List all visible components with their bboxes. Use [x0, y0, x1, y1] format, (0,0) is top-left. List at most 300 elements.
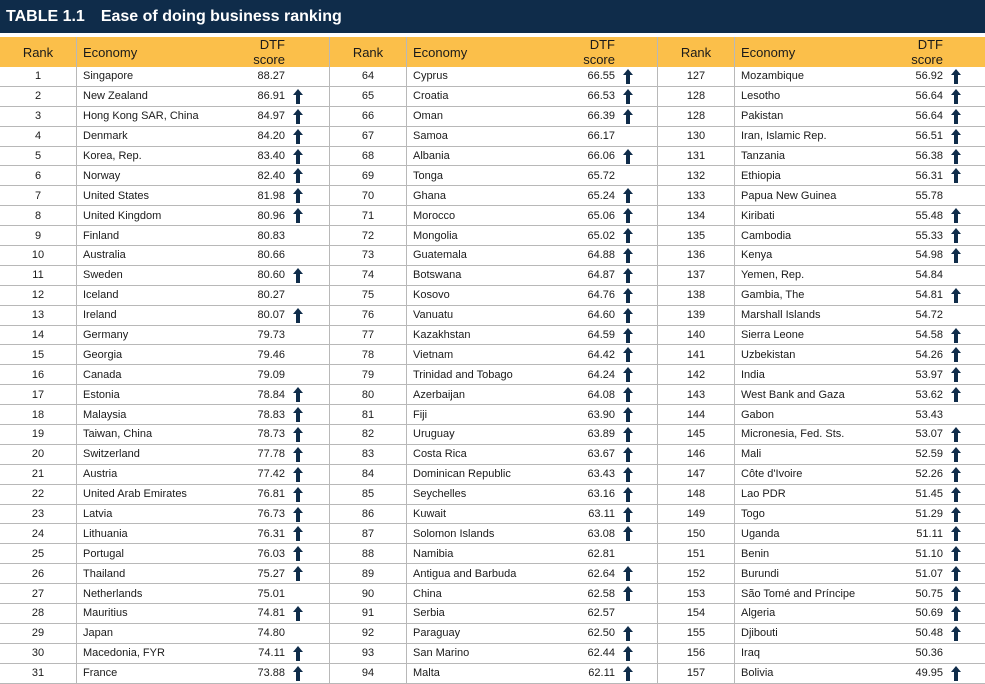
economy-cell: Australia — [77, 246, 232, 266]
table-row — [0, 544, 333, 564]
economy-cell: Finland — [77, 226, 232, 246]
arrow-cell — [947, 106, 985, 126]
up-arrow-icon — [947, 389, 961, 401]
arrow-cell — [289, 544, 333, 564]
table-row — [658, 186, 985, 206]
table-row — [330, 484, 664, 504]
score-cell: 50.69 — [889, 604, 947, 624]
economy-cell: United Kingdom — [77, 206, 232, 226]
economy-cell: Macedonia, FYR — [77, 643, 232, 663]
up-arrow-icon — [619, 289, 633, 301]
score-cell: 75.01 — [231, 584, 289, 604]
up-arrow-icon — [619, 627, 633, 639]
economy-cell: Morocco — [407, 206, 562, 226]
arrow-cell — [947, 484, 985, 504]
table-row — [330, 464, 664, 484]
arrow-cell — [289, 643, 333, 663]
table-row — [658, 425, 985, 445]
economy-cell: Solomon Islands — [407, 524, 562, 544]
economy-cell: United States — [77, 186, 232, 206]
score-cell: 64.08 — [561, 385, 619, 405]
up-arrow-icon — [619, 70, 633, 82]
arrow-cell — [947, 246, 985, 266]
rank-cell: 69 — [330, 166, 407, 186]
up-arrow-icon — [289, 408, 303, 420]
up-arrow-icon — [289, 488, 303, 500]
up-arrow-icon — [619, 309, 633, 321]
economy-cell: Japan — [77, 623, 232, 643]
up-arrow-icon — [289, 150, 303, 162]
economy-cell: Kiribati — [735, 206, 890, 226]
rank-cell: 64 — [330, 67, 407, 86]
table-row — [0, 67, 333, 86]
economy-cell: Fiji — [407, 405, 562, 425]
table-row — [0, 663, 333, 683]
table-row — [0, 345, 333, 365]
economy-cell: Mozambique — [735, 67, 890, 86]
arrow-cell — [289, 464, 333, 484]
score-cell: 65.02 — [561, 226, 619, 246]
rank-cell: 141 — [658, 345, 735, 365]
rank-cell: 128 — [658, 86, 735, 106]
up-arrow-icon — [947, 468, 961, 480]
table-row — [330, 146, 664, 166]
economy-cell: Costa Rica — [407, 444, 562, 464]
economy-cell: Uruguay — [407, 425, 562, 445]
score-cell: 79.46 — [231, 345, 289, 365]
rank-cell: 148 — [658, 484, 735, 504]
economy-cell: West Bank and Gaza — [735, 385, 890, 405]
score-cell: 50.48 — [889, 623, 947, 643]
rank-cell: 7 — [0, 186, 77, 206]
score-cell: 77.78 — [231, 444, 289, 464]
header-economy: Economy — [407, 37, 562, 67]
table-title: Ease of doing business ranking — [101, 8, 342, 26]
table-row — [658, 663, 985, 683]
table-row — [330, 265, 664, 285]
score-cell: 76.03 — [231, 544, 289, 564]
up-arrow-icon — [947, 329, 961, 341]
up-arrow-icon — [619, 568, 633, 580]
score-cell: 55.33 — [889, 226, 947, 246]
arrow-cell — [289, 425, 333, 445]
rank-cell: 9 — [0, 226, 77, 246]
economy-cell: Uzbekistan — [735, 345, 890, 365]
score-cell: 73.88 — [231, 663, 289, 683]
economy-cell: Lao PDR — [735, 484, 890, 504]
rank-cell: 28 — [0, 604, 77, 624]
rank-cell: 134 — [658, 206, 735, 226]
rank-cell: 131 — [658, 146, 735, 166]
header-score: DTF score — [561, 37, 619, 67]
up-arrow-icon — [947, 488, 961, 500]
arrow-cell — [289, 86, 333, 106]
arrow-cell — [947, 325, 985, 345]
score-cell: 78.83 — [231, 405, 289, 425]
economy-cell: Austria — [77, 464, 232, 484]
arrow-cell — [289, 444, 333, 464]
rank-cell: 21 — [0, 464, 77, 484]
economy-cell: Togo — [735, 504, 890, 524]
economy-cell: Vanuatu — [407, 305, 562, 325]
up-arrow-icon — [619, 329, 633, 341]
header-arrow-spacer — [289, 37, 333, 67]
up-arrow-icon — [947, 548, 961, 560]
arrow-cell — [289, 106, 333, 126]
table-row — [330, 305, 664, 325]
up-arrow-icon — [947, 150, 961, 162]
economy-cell: Ireland — [77, 305, 232, 325]
economy-cell: Micronesia, Fed. Sts. — [735, 425, 890, 445]
score-cell: 64.24 — [561, 365, 619, 385]
score-cell: 74.11 — [231, 643, 289, 663]
economy-cell: Uganda — [735, 524, 890, 544]
rank-cell: 22 — [0, 484, 77, 504]
rank-cell: 71 — [330, 206, 407, 226]
up-arrow-icon — [947, 110, 961, 122]
table-row — [658, 146, 985, 166]
up-arrow-icon — [619, 528, 633, 540]
table-row — [658, 106, 985, 126]
economy-cell: Iran, Islamic Rep. — [735, 126, 890, 146]
table-row — [658, 464, 985, 484]
up-arrow-icon — [289, 548, 303, 560]
rank-cell: 29 — [0, 623, 77, 643]
rank-cell: 72 — [330, 226, 407, 246]
table-row — [330, 405, 664, 425]
up-arrow-icon — [289, 528, 303, 540]
up-arrow-icon — [289, 389, 303, 401]
score-cell: 53.43 — [889, 405, 947, 425]
score-cell: 51.29 — [889, 504, 947, 524]
arrow-cell — [947, 464, 985, 484]
economy-cell: Cambodia — [735, 226, 890, 246]
rank-cell: 94 — [330, 663, 407, 683]
header-economy: Economy — [735, 37, 890, 67]
economy-cell: Côte d'Ivoire — [735, 464, 890, 484]
table-number: TABLE 1.1 — [6, 8, 85, 26]
table-row — [658, 623, 985, 643]
economy-cell: Burundi — [735, 564, 890, 584]
score-cell: 62.50 — [561, 623, 619, 643]
score-cell: 51.45 — [889, 484, 947, 504]
economy-cell: Lesotho — [735, 86, 890, 106]
economy-cell: Croatia — [407, 86, 562, 106]
arrow-cell — [947, 146, 985, 166]
arrow-cell — [289, 385, 333, 405]
score-cell: 64.60 — [561, 305, 619, 325]
header-row — [658, 37, 985, 67]
header-rank: Rank — [658, 37, 735, 67]
rank-cell: 31 — [0, 663, 77, 683]
arrow-cell — [289, 504, 333, 524]
up-arrow-icon — [289, 190, 303, 202]
table-row — [658, 265, 985, 285]
header-row — [0, 37, 333, 67]
rank-cell: 15 — [0, 345, 77, 365]
table-row — [330, 67, 664, 86]
rank-cell: 142 — [658, 365, 735, 385]
economy-cell: Albania — [407, 146, 562, 166]
up-arrow-icon — [289, 568, 303, 580]
score-cell: 56.64 — [889, 86, 947, 106]
economy-cell: Ethiopia — [735, 166, 890, 186]
table-row — [658, 564, 985, 584]
table-row — [330, 564, 664, 584]
score-cell: 51.07 — [889, 564, 947, 584]
table-row — [0, 106, 333, 126]
score-cell: 56.92 — [889, 67, 947, 86]
up-arrow-icon — [619, 667, 633, 679]
table-row — [330, 325, 664, 345]
economy-cell: Lithuania — [77, 524, 232, 544]
table-row — [330, 663, 664, 683]
up-arrow-icon — [619, 647, 633, 659]
table-row — [658, 584, 985, 604]
score-cell: 78.73 — [231, 425, 289, 445]
up-arrow-icon — [619, 408, 633, 420]
table-row — [0, 464, 333, 484]
arrow-cell — [289, 67, 333, 86]
economy-cell: Cyprus — [407, 67, 562, 86]
table-row — [0, 146, 333, 166]
rank-cell: 89 — [330, 564, 407, 584]
table-row — [0, 584, 333, 604]
up-arrow-icon — [289, 468, 303, 480]
score-cell: 80.96 — [231, 206, 289, 226]
header-rank: Rank — [330, 37, 407, 67]
up-arrow-icon — [289, 607, 303, 619]
score-cell: 84.97 — [231, 106, 289, 126]
score-cell: 62.44 — [561, 643, 619, 663]
arrow-cell — [947, 265, 985, 285]
score-cell: 66.53 — [561, 86, 619, 106]
economy-cell: São Tomé and Príncipe — [735, 584, 890, 604]
score-cell: 75.27 — [231, 564, 289, 584]
rank-cell: 91 — [330, 604, 407, 624]
up-arrow-icon — [947, 349, 961, 361]
score-cell: 54.84 — [889, 265, 947, 285]
header-economy: Economy — [77, 37, 232, 67]
rank-cell: 87 — [330, 524, 407, 544]
economy-cell: Kazakhstan — [407, 325, 562, 345]
rank-cell: 27 — [0, 584, 77, 604]
table-row — [0, 86, 333, 106]
rank-cell: 74 — [330, 265, 407, 285]
economy-cell: Korea, Rep. — [77, 146, 232, 166]
table-row — [658, 504, 985, 524]
arrow-cell — [289, 186, 333, 206]
score-cell: 52.26 — [889, 464, 947, 484]
arrow-cell — [289, 365, 333, 385]
table-row — [330, 186, 664, 206]
score-cell: 56.31 — [889, 166, 947, 186]
economy-cell: Benin — [735, 544, 890, 564]
economy-cell: Paraguay — [407, 623, 562, 643]
column-group-1 — [0, 37, 329, 684]
economy-cell: Sweden — [77, 265, 232, 285]
score-cell: 56.51 — [889, 126, 947, 146]
score-cell: 63.67 — [561, 444, 619, 464]
rank-cell: 127 — [658, 67, 735, 86]
score-cell: 62.57 — [561, 604, 619, 624]
table-row — [330, 643, 664, 663]
table-row — [330, 166, 664, 186]
economy-cell: Seychelles — [407, 484, 562, 504]
up-arrow-icon — [289, 428, 303, 440]
score-cell: 54.81 — [889, 285, 947, 305]
column-group-3 — [657, 37, 985, 684]
table-row — [0, 246, 333, 266]
score-cell: 63.43 — [561, 464, 619, 484]
score-cell: 64.42 — [561, 345, 619, 365]
up-arrow-icon — [289, 269, 303, 281]
rank-cell: 143 — [658, 385, 735, 405]
economy-cell: Georgia — [77, 345, 232, 365]
economy-cell: Samoa — [407, 126, 562, 146]
table-title-bar — [0, 0, 985, 33]
economy-cell: Dominican Republic — [407, 464, 562, 484]
table-row — [330, 444, 664, 464]
rank-cell: 1 — [0, 67, 77, 86]
table-row — [0, 325, 333, 345]
table-row — [330, 425, 664, 445]
table-row — [0, 305, 333, 325]
economy-cell: Mali — [735, 444, 890, 464]
table-row — [330, 365, 664, 385]
rank-cell: 17 — [0, 385, 77, 405]
table-row — [0, 385, 333, 405]
arrow-cell — [289, 564, 333, 584]
rank-cell: 16 — [0, 365, 77, 385]
arrow-cell — [947, 166, 985, 186]
score-cell: 54.26 — [889, 345, 947, 365]
score-cell: 66.39 — [561, 106, 619, 126]
arrow-cell — [289, 285, 333, 305]
economy-cell: China — [407, 584, 562, 604]
up-arrow-icon — [289, 130, 303, 142]
economy-cell: Taiwan, China — [77, 425, 232, 445]
rank-cell: 128 — [658, 106, 735, 126]
header-score: DTF score — [231, 37, 289, 67]
economy-cell: Thailand — [77, 564, 232, 584]
table-row — [330, 126, 664, 146]
rank-cell: 3 — [0, 106, 77, 126]
arrow-cell — [947, 206, 985, 226]
economy-cell: Denmark — [77, 126, 232, 146]
economy-cell: Malaysia — [77, 405, 232, 425]
score-cell: 62.64 — [561, 564, 619, 584]
score-cell: 63.16 — [561, 484, 619, 504]
ranking-table — [0, 37, 985, 684]
rank-cell: 138 — [658, 285, 735, 305]
economy-cell: Djibouti — [735, 623, 890, 643]
arrow-cell — [947, 67, 985, 86]
rank-cell: 133 — [658, 186, 735, 206]
rank-cell: 25 — [0, 544, 77, 564]
score-cell: 63.08 — [561, 524, 619, 544]
score-cell: 49.95 — [889, 663, 947, 683]
score-cell: 64.88 — [561, 246, 619, 266]
score-cell: 79.73 — [231, 325, 289, 345]
arrow-cell — [289, 246, 333, 266]
score-cell: 80.07 — [231, 305, 289, 325]
table-row — [658, 285, 985, 305]
rank-cell: 77 — [330, 325, 407, 345]
up-arrow-icon — [619, 369, 633, 381]
rank-cell: 10 — [0, 246, 77, 266]
arrow-cell — [947, 584, 985, 604]
score-cell: 50.75 — [889, 584, 947, 604]
score-cell: 64.76 — [561, 285, 619, 305]
economy-cell: Malta — [407, 663, 562, 683]
table-row — [330, 285, 664, 305]
economy-cell: India — [735, 365, 890, 385]
rank-cell: 137 — [658, 265, 735, 285]
header-row — [330, 37, 664, 67]
economy-cell: Guatemala — [407, 246, 562, 266]
score-cell: 80.27 — [231, 285, 289, 305]
arrow-cell — [947, 385, 985, 405]
rank-cell: 136 — [658, 246, 735, 266]
up-arrow-icon — [947, 428, 961, 440]
economy-cell: Portugal — [77, 544, 232, 564]
up-arrow-icon — [289, 667, 303, 679]
arrow-cell — [947, 623, 985, 643]
score-cell: 74.80 — [231, 623, 289, 643]
arrow-cell — [947, 663, 985, 683]
table-row — [658, 86, 985, 106]
arrow-cell — [947, 126, 985, 146]
table-row — [658, 444, 985, 464]
rank-cell: 147 — [658, 464, 735, 484]
score-cell: 66.06 — [561, 146, 619, 166]
rank-cell: 152 — [658, 564, 735, 584]
up-arrow-icon — [619, 269, 633, 281]
economy-cell: Mauritius — [77, 604, 232, 624]
economy-cell: Botswana — [407, 265, 562, 285]
economy-cell: Netherlands — [77, 584, 232, 604]
score-cell: 64.59 — [561, 325, 619, 345]
rank-cell: 67 — [330, 126, 407, 146]
economy-cell: Marshall Islands — [735, 305, 890, 325]
up-arrow-icon — [619, 428, 633, 440]
up-arrow-icon — [947, 448, 961, 460]
table-row — [658, 345, 985, 365]
table-row — [658, 643, 985, 663]
economy-cell: San Marino — [407, 643, 562, 663]
score-cell: 51.10 — [889, 544, 947, 564]
economy-cell: Bolivia — [735, 663, 890, 683]
up-arrow-icon — [289, 508, 303, 520]
arrow-cell — [289, 604, 333, 624]
rank-cell: 135 — [658, 226, 735, 246]
arrow-cell — [947, 643, 985, 663]
table-row — [0, 206, 333, 226]
rank-cell: 19 — [0, 425, 77, 445]
rank-cell: 90 — [330, 584, 407, 604]
arrow-cell — [947, 86, 985, 106]
rank-cell: 132 — [658, 166, 735, 186]
score-cell: 81.98 — [231, 186, 289, 206]
table-row — [658, 484, 985, 504]
score-cell: 50.36 — [889, 643, 947, 663]
score-cell: 76.31 — [231, 524, 289, 544]
table-row — [330, 385, 664, 405]
rank-cell: 26 — [0, 564, 77, 584]
rank-cell: 153 — [658, 584, 735, 604]
up-arrow-icon — [619, 588, 633, 600]
